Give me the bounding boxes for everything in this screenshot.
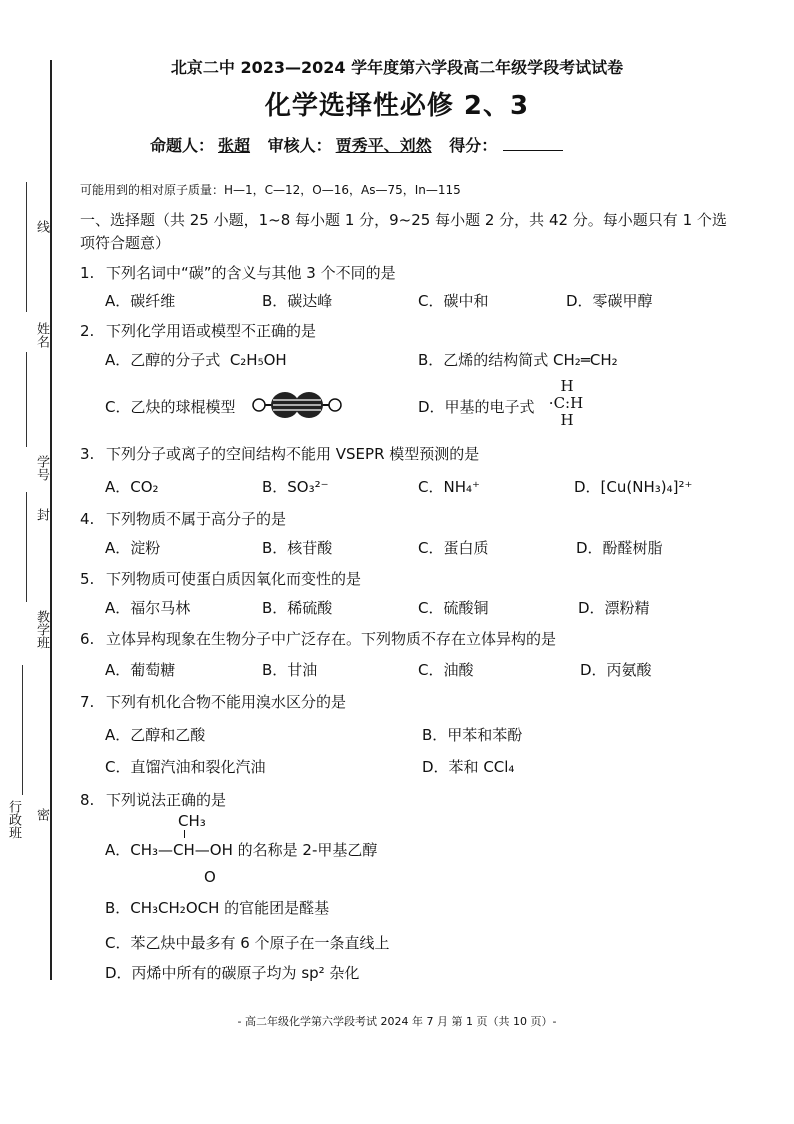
reviewer-label: 审核人： bbox=[267, 136, 332, 155]
question-number: 1. bbox=[80, 264, 95, 282]
q4-option-a[interactable]: A．淀粉 bbox=[105, 539, 161, 557]
q2-option-c[interactable] bbox=[105, 396, 235, 417]
question-5 bbox=[80, 568, 361, 589]
exam-title: 北京二中 2023—2024 学年度第六学段高二年级学段考试试卷 bbox=[170, 58, 624, 77]
margin-xingzhengban: 行政班 bbox=[6, 800, 21, 839]
question-text: 下列化学用语或模型不正确的是 bbox=[106, 322, 317, 340]
q2-option-b[interactable]: B．乙烯的结构简式 CH₂═CH₂ bbox=[418, 351, 618, 369]
acetylene-ball-stick-model bbox=[247, 388, 347, 422]
methyl-electron-formula bbox=[543, 378, 589, 429]
q6-option-b[interactable]: B．甘油 bbox=[262, 661, 318, 679]
question-text: 下列名词中“碳”的含义与其他 3 个不同的是 bbox=[106, 264, 396, 282]
class-blank bbox=[26, 492, 27, 602]
name-blank bbox=[26, 182, 27, 312]
q8-o-label: O bbox=[204, 868, 216, 886]
q5-option-c[interactable]: C．硫酸铜 bbox=[418, 599, 489, 617]
margin-jiaoxueban: 教学班 bbox=[34, 610, 49, 649]
margin-mi: 密 bbox=[34, 808, 49, 821]
margin-xingming: 姓名 bbox=[34, 322, 49, 348]
question-number: 5. bbox=[80, 570, 95, 588]
q4-option-c[interactable]: C．蛋白质 bbox=[418, 539, 489, 557]
q2-option-a[interactable] bbox=[105, 349, 287, 370]
margin-feng: 封 bbox=[34, 508, 49, 521]
question-2 bbox=[80, 320, 316, 341]
q7-option-c[interactable]: C．直馏汽油和裂化汽油 bbox=[105, 758, 266, 776]
q3-option-c[interactable]: C．NH₄⁺ bbox=[418, 478, 480, 496]
q8-option-a[interactable]: A．CH₃—CH—OH 的名称是 2-甲基乙醇 bbox=[105, 841, 378, 859]
q8-option-d[interactable]: D．丙烯中所有的碳原子均为 sp² 杂化 bbox=[105, 964, 360, 982]
q2-option-d[interactable]: D．甲基的电子式 bbox=[418, 398, 535, 416]
q6-option-c[interactable]: C．油酸 bbox=[418, 661, 474, 679]
q8-ch3-branch: CH₃ bbox=[178, 812, 206, 830]
ethanol-formula: C₂H₅OH bbox=[229, 351, 287, 369]
q1-option-a[interactable]: A．碳纤维 bbox=[105, 292, 176, 310]
question-3 bbox=[80, 443, 479, 464]
q3-option-d[interactable]: D．[Cu(NH₃)₄]²⁺ bbox=[574, 478, 693, 496]
q1-option-d[interactable]: D．零碳甲醇 bbox=[566, 292, 653, 310]
page-footer: - 高二年级化学第六学段考试 2024 年 7 月 第 1 页（共 10 页）- bbox=[237, 1015, 557, 1028]
question-number: 4. bbox=[80, 510, 95, 528]
q8-option-c[interactable]: C．苯乙炔中最多有 6 个原子在一条直线上 bbox=[105, 934, 390, 952]
question-text: 下列有机化合物不能用溴水区分的是 bbox=[106, 693, 347, 711]
question-8 bbox=[80, 789, 226, 810]
q8-branch-bond bbox=[184, 830, 185, 838]
question-number: 7. bbox=[80, 693, 95, 711]
q6-option-d[interactable]: D．丙氨酸 bbox=[580, 661, 652, 679]
q8-option-b[interactable]: B．CH₃CH₂OCH 的官能团是醛基 bbox=[105, 899, 330, 917]
id-blank bbox=[26, 352, 27, 447]
atomic-masses: 可能用到的相对原子质量：H—1，C—12，O—16，As—75，In—115 bbox=[80, 183, 461, 197]
q3-option-b[interactable]: B．SO₃²⁻ bbox=[262, 478, 329, 496]
question-text: 下列物质可使蛋白质因氧化而变性的是 bbox=[106, 570, 362, 588]
q6-option-a[interactable]: A．葡萄糖 bbox=[105, 661, 176, 679]
question-number: 8. bbox=[80, 791, 95, 809]
q1-option-b[interactable]: B．碳达峰 bbox=[262, 292, 333, 310]
admin-class-blank bbox=[22, 665, 23, 795]
q7-option-b[interactable]: B．甲苯和苯酚 bbox=[422, 726, 523, 744]
question-text: 立体异构现象在生物分子中广泛存在。下列物质不存在立体异构的是 bbox=[106, 630, 557, 648]
question-text: 下列说法正确的是 bbox=[106, 791, 227, 809]
option-label: A．乙醇的分子式 bbox=[105, 351, 221, 369]
q1-option-c[interactable]: C．碳中和 bbox=[418, 292, 489, 310]
question-text: 下列物质不属于高分子的是 bbox=[106, 510, 287, 528]
h-bottom: H bbox=[560, 411, 574, 429]
author-label: 命题人： bbox=[150, 136, 215, 155]
author-name: 张超 bbox=[218, 136, 251, 155]
q3-option-a[interactable]: A．CO₂ bbox=[105, 478, 159, 496]
question-number: 3. bbox=[80, 445, 95, 463]
margin-xuehao: 学号 bbox=[34, 455, 49, 481]
c-center: ·C:H bbox=[548, 394, 584, 412]
question-number: 2. bbox=[80, 322, 95, 340]
author-line bbox=[150, 133, 563, 156]
margin-xian: 线 bbox=[34, 220, 49, 233]
question-number: 6. bbox=[80, 630, 95, 648]
question-6 bbox=[80, 628, 556, 649]
q4-option-d[interactable]: D．酚醛树脂 bbox=[576, 539, 663, 557]
q5-option-d[interactable]: D．漂粉精 bbox=[578, 599, 650, 617]
question-4 bbox=[80, 508, 286, 529]
q5-option-a[interactable]: A．福尔马林 bbox=[105, 599, 191, 617]
question-1 bbox=[80, 262, 396, 283]
h-top: H bbox=[560, 377, 574, 395]
q7-option-a[interactable]: A．乙醇和乙酸 bbox=[105, 726, 206, 744]
q7-option-d[interactable]: D．苯和 CCl₄ bbox=[422, 758, 515, 776]
q5-option-b[interactable]: B．稀硫酸 bbox=[262, 599, 333, 617]
question-text: 下列分子或离子的空间结构不能用 VSEPR 模型预测的是 bbox=[106, 445, 480, 463]
reviewer-name: 贾秀平、刘然 bbox=[335, 136, 432, 155]
score-blank[interactable] bbox=[503, 150, 563, 151]
subject-title: 化学选择性必修 2、3 bbox=[264, 91, 530, 121]
question-7 bbox=[80, 691, 346, 712]
q4-option-b[interactable]: B．核苷酸 bbox=[262, 539, 333, 557]
option-label: C．乙炔的球棍模型 bbox=[105, 398, 236, 416]
section-title: 一、选择题（共 25 小题，1~8 每小题 1 分，9~25 每小题 2 分，共 42 分。每小题只有 1 个选项符合题意） bbox=[80, 211, 727, 252]
score-label: 得分： bbox=[449, 136, 498, 155]
